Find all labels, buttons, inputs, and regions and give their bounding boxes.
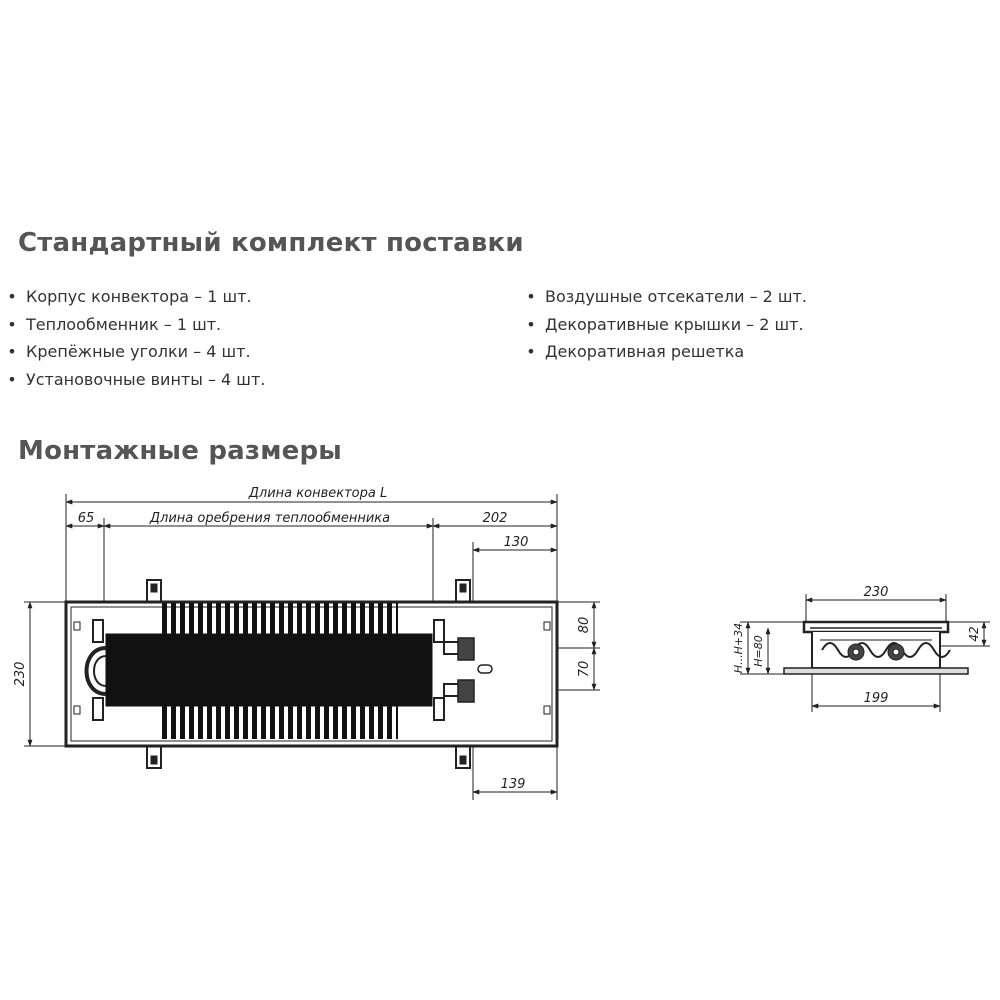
kit-item bbox=[525, 311, 807, 339]
bullet: • bbox=[526, 287, 536, 306]
dim-label-65: 65 bbox=[77, 511, 95, 526]
grille-frame bbox=[804, 622, 948, 632]
kit-list-right bbox=[525, 283, 807, 366]
side-dim-label-h-range: H...H+34 bbox=[732, 622, 745, 674]
kit-item-label: Декоративные крышки – 2 шт. bbox=[545, 314, 804, 334]
kit-title: Стандартный комплект поставки bbox=[18, 228, 524, 258]
kit-item-label: Корпус конвектора – 1 шт. bbox=[26, 287, 252, 306]
bullet: • bbox=[526, 342, 536, 361]
drain-slot bbox=[478, 665, 492, 673]
heat-exchanger-fins-bottom bbox=[158, 705, 398, 739]
side-dim-label-42: 42 bbox=[967, 626, 981, 642]
side-dim-label-230: 230 bbox=[863, 585, 889, 600]
kit-item bbox=[525, 283, 807, 311]
bullet: • bbox=[7, 369, 17, 389]
dim-label-length: Длина конвектора L bbox=[248, 486, 388, 501]
support-post bbox=[434, 698, 444, 720]
side-dim-label-h: H=80 bbox=[752, 635, 765, 667]
dim-label-fins: Длина оребрения теплообменника bbox=[149, 511, 391, 526]
bullet: • bbox=[526, 314, 536, 334]
kit-item-label: Теплообменник – 1 шт. bbox=[26, 314, 222, 334]
kit-item bbox=[525, 338, 807, 366]
dim-label-230: 230 bbox=[13, 661, 28, 687]
dim-label-202: 202 bbox=[482, 511, 508, 526]
convector-body bbox=[812, 632, 940, 668]
mounting-drawing bbox=[0, 480, 1000, 820]
kit-item bbox=[6, 366, 265, 394]
side-dim-label-199: 199 bbox=[863, 691, 889, 706]
support-post bbox=[434, 620, 444, 642]
kit-item bbox=[6, 311, 265, 339]
kit-item-label: Декоративная решетка bbox=[545, 342, 745, 361]
bullet: • bbox=[7, 342, 17, 361]
support-post bbox=[93, 698, 103, 720]
kit-item-label: Установочные винты – 4 шт. bbox=[26, 369, 266, 389]
kit-item bbox=[6, 283, 265, 311]
mounting-title: Монтажные размеры bbox=[18, 436, 343, 466]
heat-exchanger-core bbox=[106, 634, 432, 706]
kit-item-label: Воздушные отсекатели – 2 шт. bbox=[545, 287, 807, 306]
kit-list-left bbox=[6, 283, 265, 393]
dim-label-139: 139 bbox=[500, 777, 526, 792]
bullet: • bbox=[7, 287, 17, 306]
dim-label-70: 70 bbox=[577, 660, 592, 678]
floor-rail bbox=[784, 668, 968, 674]
dim-label-80: 80 bbox=[577, 616, 592, 634]
kit-item-label: Крепёжные уголки – 4 шт. bbox=[26, 342, 251, 361]
heat-exchanger-fins-top bbox=[158, 603, 398, 635]
dim-label-130: 130 bbox=[503, 535, 529, 550]
bullet: • bbox=[7, 314, 17, 334]
support-post bbox=[93, 620, 103, 642]
kit-item bbox=[6, 338, 265, 366]
